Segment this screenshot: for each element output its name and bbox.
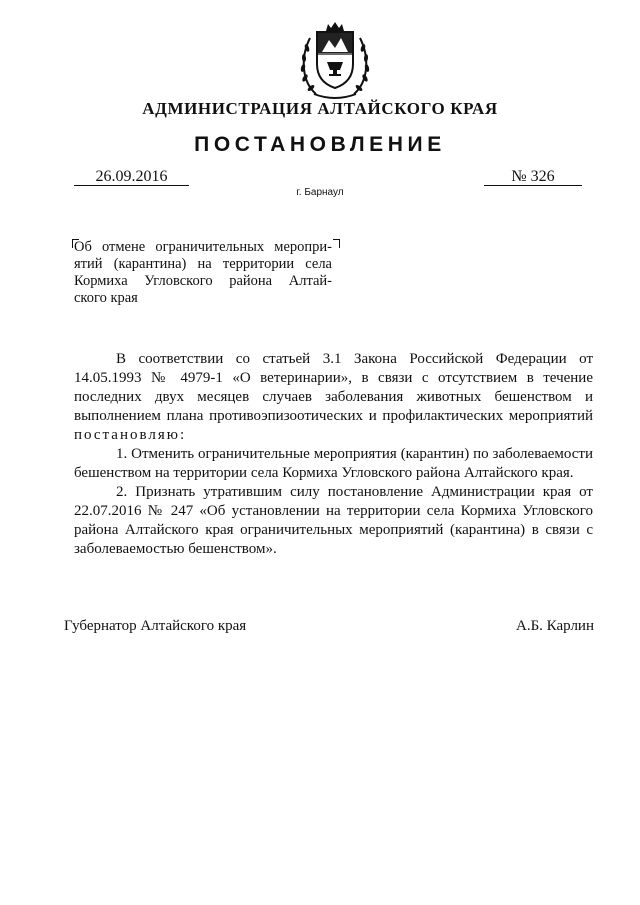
document-date: 26.09.2016 (74, 168, 189, 186)
signatory-title: Губернатор Алтайского края (64, 618, 247, 634)
item-1-paragraph: 1. Отменить ограничительные мероприятия (карантин) по заболеваемости бешенством на территории села Кормиха Угловского района Алтайского края. (74, 446, 593, 481)
subject-line: Кормиха Угловского района Алтай- (74, 273, 332, 289)
subject-corner-right (333, 239, 340, 248)
item-2-paragraph: 2. Признать утратившим силу постановление Администрации края от 22.07.2016 № 247 «Об установлении на территории села Кормиха Угловского района Алтайского края ограничительных мероприятий (карантина) в связи с заболеваемостью бешенством». (74, 484, 593, 557)
preamble-paragraph (74, 350, 593, 445)
preamble-text: В соответствии со статьей 3.1 Закона Российской Федерации от 14.05.1993 № 4979-1 «О ветеринарии», в связи с отсутствием в течение последних двух месяцев случаев заболевания животных бешенством и выполнением плана противоэпизоотических и профилактических мероприятий (74, 351, 593, 424)
organization-name: АДМИНИСТРАЦИЯ АЛТАЙСКОГО КРАЯ (142, 99, 498, 118)
document-city: г. Барнаул (296, 187, 344, 198)
document-body (74, 350, 593, 559)
signatory-name: А.Б. Карлин (515, 618, 594, 634)
coat-of-arms-icon (296, 18, 374, 102)
subject-block (74, 239, 332, 307)
subject-line: Об отмене ограничительных меропри- (74, 239, 332, 255)
document-number: № 326 (484, 168, 582, 186)
subject-line: ского края (74, 290, 138, 306)
subject-line: ятий (карантина) на территории села (74, 256, 332, 272)
resolve-word: постановляю: (74, 427, 187, 443)
document-type: ПОСТАНОВЛЕНИЕ (194, 133, 446, 156)
subject-corner-left (72, 239, 79, 248)
